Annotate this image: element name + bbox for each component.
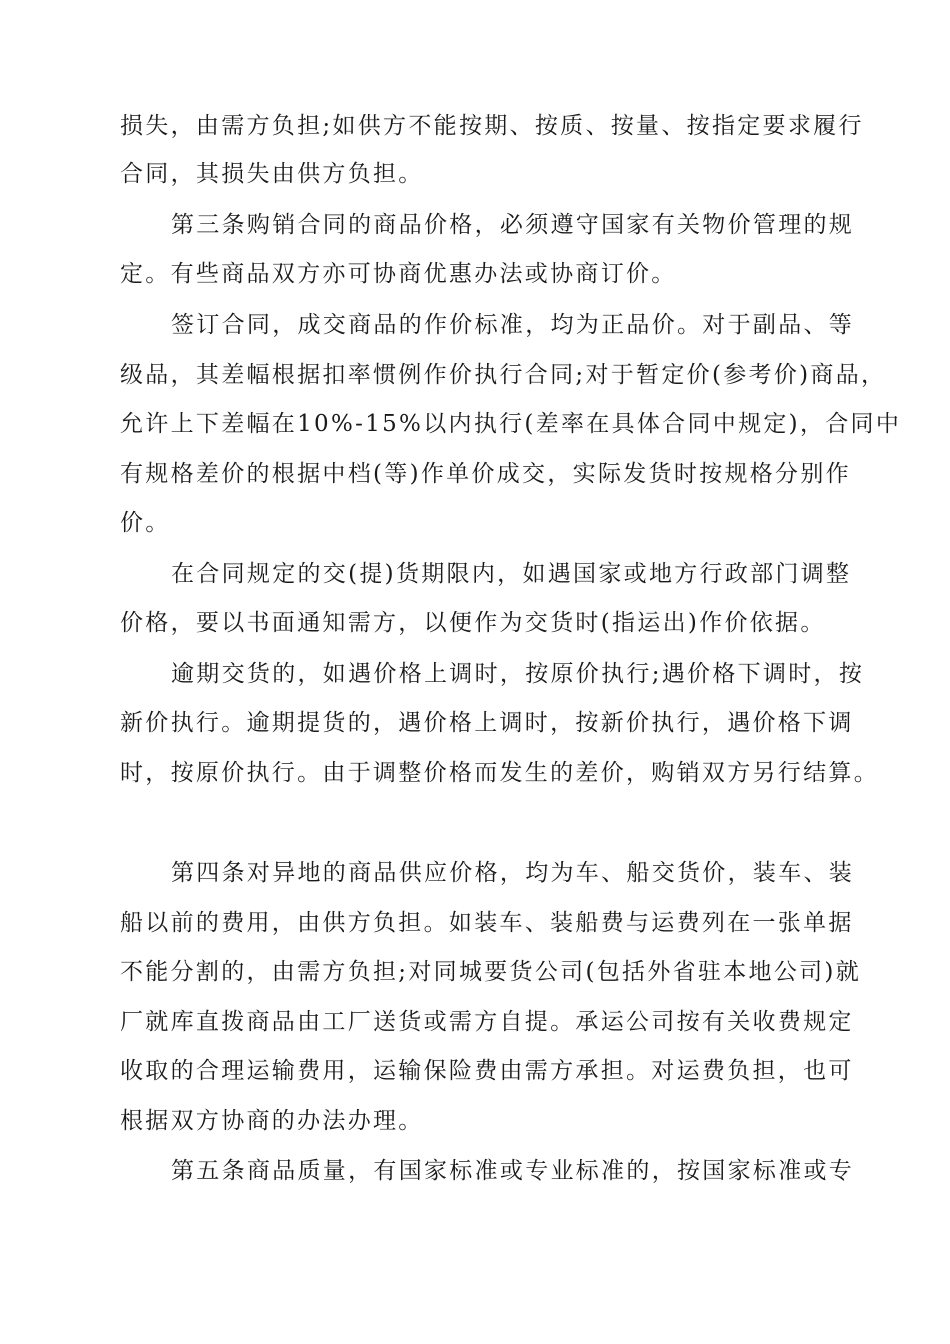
text-line-1: 损失，由需方负担;如供方不能按期、按质、按量、按指定要求履行 [120, 113, 864, 139]
paragraph-overdue-line-1: 逾期交货的，如遇价格上调时，按原价执行;遇价格下调时，按 [171, 661, 865, 687]
paragraph-adjustment-line-2: 价格，要以书面通知需方，以便作为交货时(指运出)作价依据。 [120, 610, 826, 636]
paragraph-pricing-line-5: 价。 [120, 510, 171, 536]
paragraph-article-4-line-4: 厂就库直拨商品由工厂送货或需方自提。承运公司按有关收费规定 [120, 1009, 854, 1035]
paragraph-pricing-line-4: 有规格差价的根据中档(等)作单价成交，实际发货时按规格分别作 [120, 461, 851, 487]
paragraph-article-4-line-6: 根据双方协商的办法办理。 [120, 1108, 424, 1134]
paragraph-article-4-line-3: 不能分割的，由需方负担;对同城要货公司(包括外省驻本地公司)就 [120, 959, 861, 985]
paragraph-pricing-line-1: 签订合同，成交商品的作价标准，均为正品价。对于副品、等 [171, 312, 855, 338]
paragraph-article-3-line-1: 第三条购销合同的商品价格，必须遵守国家有关物价管理的规 [171, 212, 855, 238]
text-line-2: 合同，其损失由供方负担。 [120, 161, 424, 187]
paragraph-article-5-line-1: 第五条商品质量，有国家标准或专业标准的，按国家标准或专 [171, 1158, 855, 1184]
paragraph-article-3-line-2: 定。有些商品双方亦可协商优惠办法或协商订价。 [120, 261, 677, 287]
paragraph-overdue-line-3: 时，按原价执行。由于调整价格而发生的差价，购销双方另行结算。 [120, 760, 879, 786]
paragraph-article-4-line-5: 收取的合理运输费用，运输保险费由需方承担。对运费负担，也可 [120, 1058, 854, 1084]
paragraph-article-4-line-2: 船以前的费用，由供方负担。如装车、装船费与运费列在一张单据 [120, 910, 854, 936]
paragraph-pricing-line-2: 级品，其差幅根据扣率惯例作价执行合同;对于暂定价(参考价)商品， [120, 362, 887, 388]
paragraph-article-4-line-1: 第四条对异地的商品供应价格，均为车、船交货价，装车、装 [171, 860, 855, 886]
paragraph-pricing-line-3: 允许上下差幅在10%-15%以内执行(差率在具体合同中规定)，合同中 [120, 411, 902, 437]
paragraph-adjustment-line-1: 在合同规定的交(提)货期限内，如遇国家或地方行政部门调整 [171, 561, 852, 587]
paragraph-overdue-line-2: 新价执行。逾期提货的，遇价格上调时，按新价执行，遇价格下调 [120, 710, 854, 736]
